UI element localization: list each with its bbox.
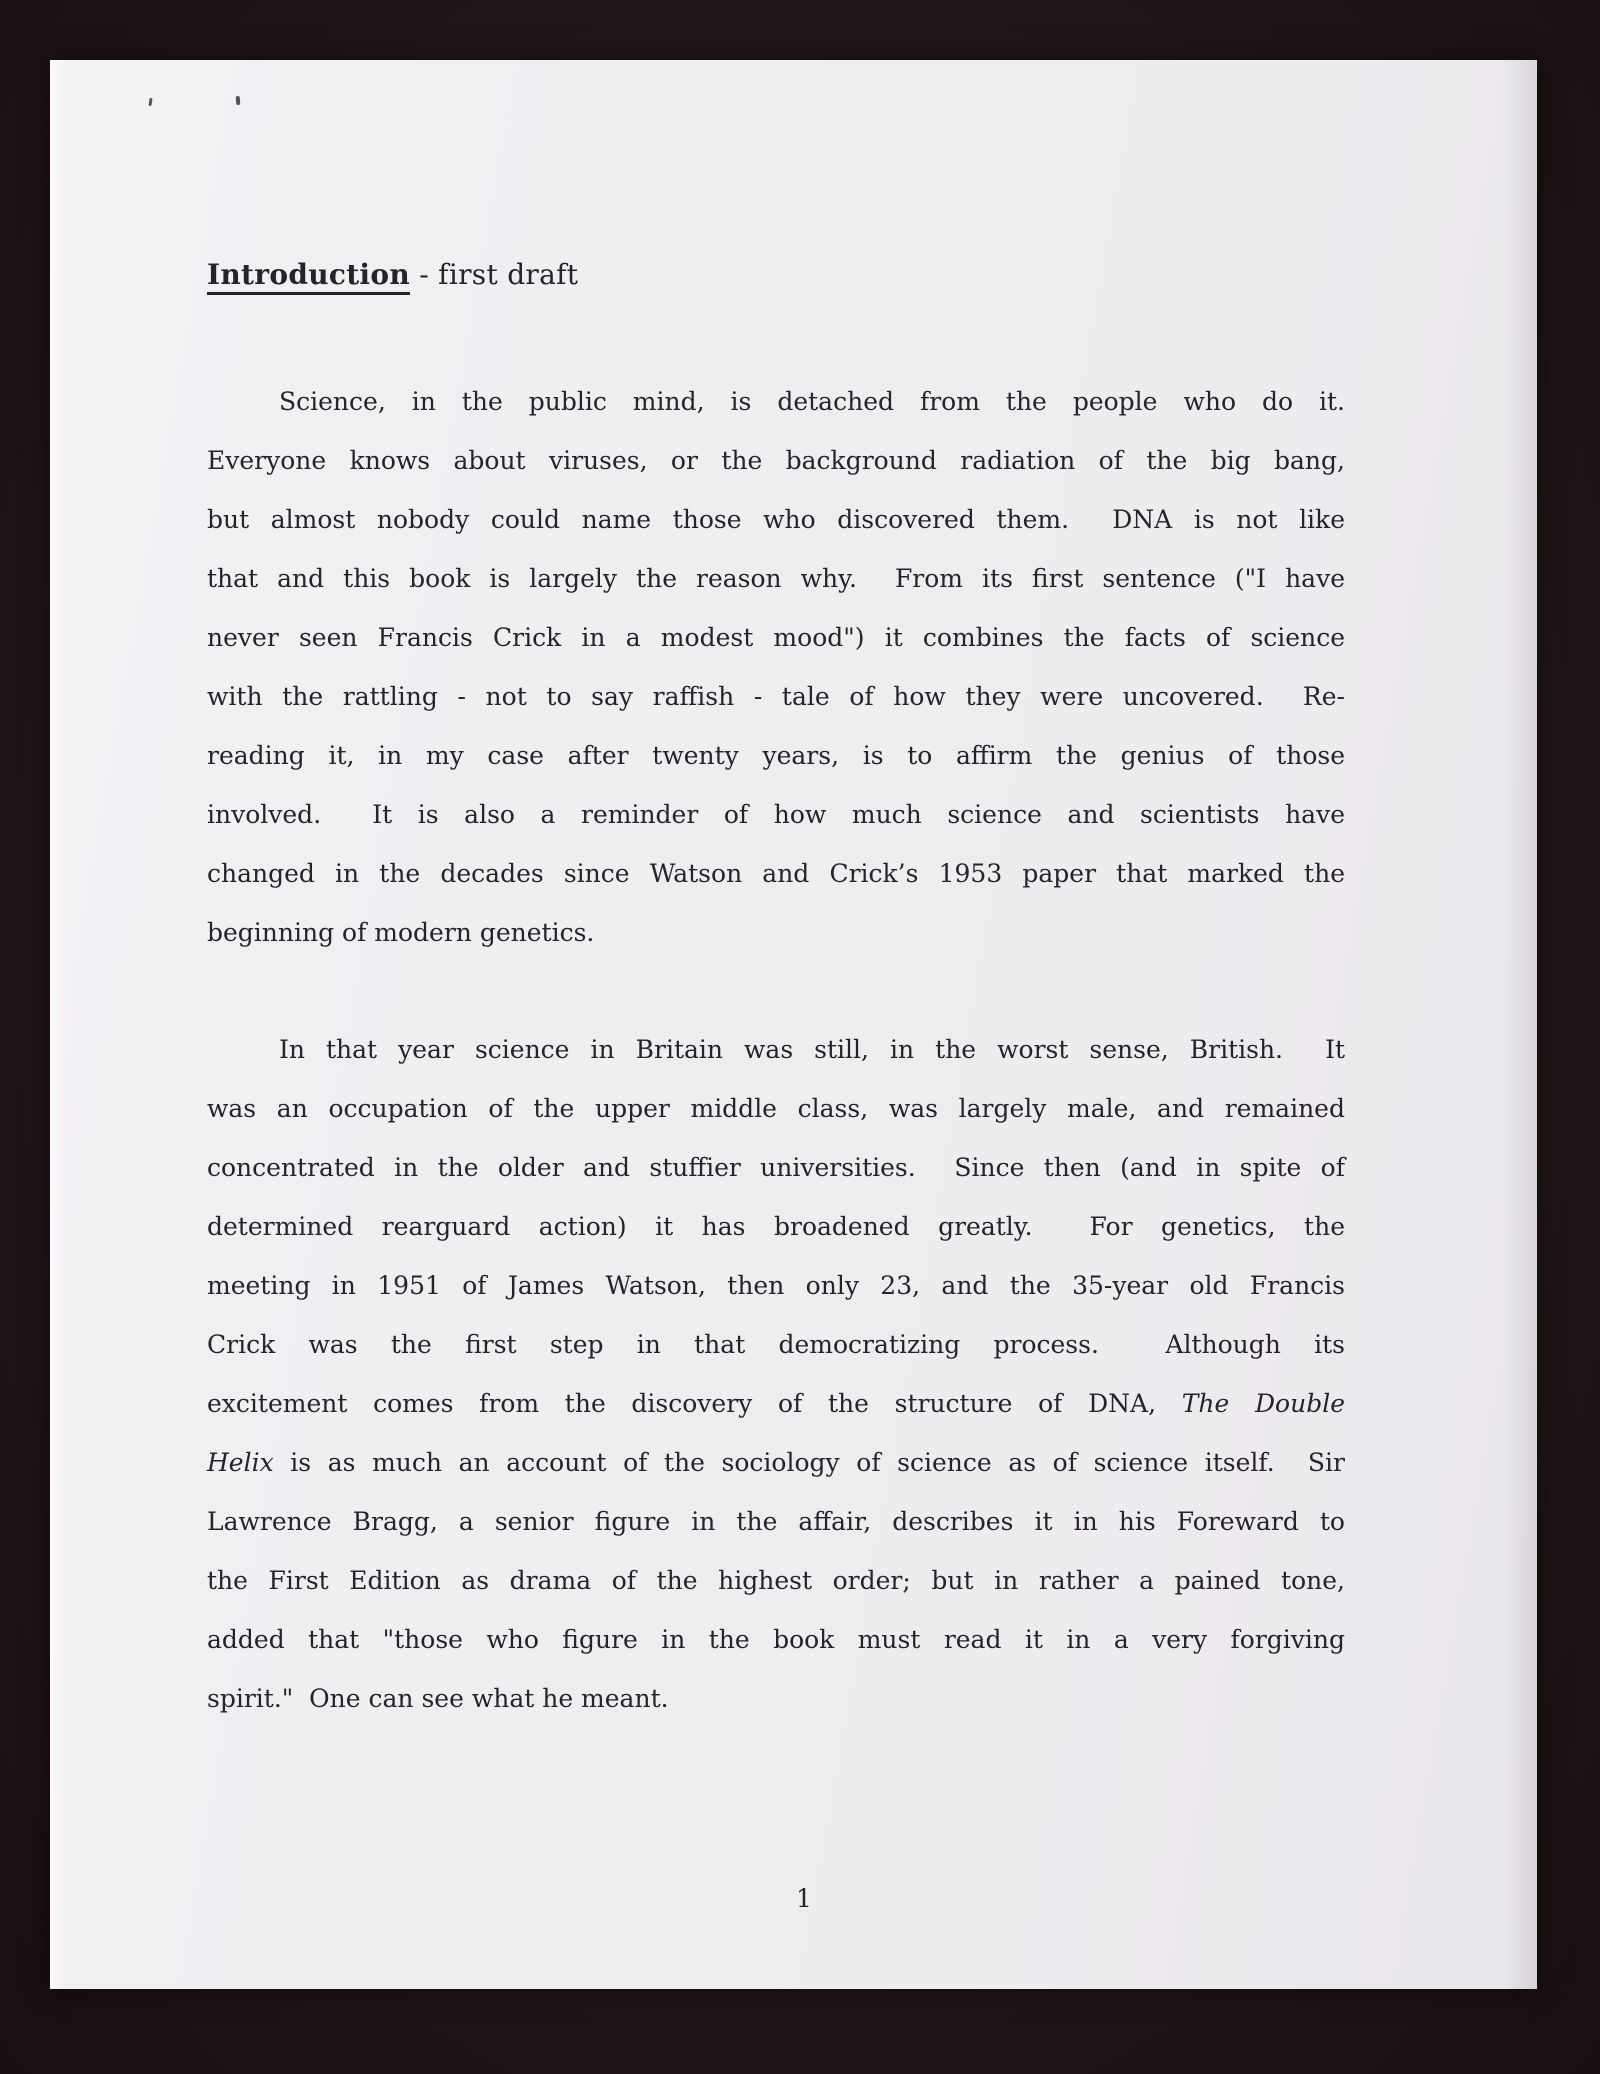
- text-line: [207, 667, 1345, 726]
- scan-speckle: [236, 96, 241, 105]
- text-line: [207, 1197, 1345, 1256]
- italic-text-segment: The Double: [1181, 1389, 1345, 1418]
- text-line: [207, 1433, 1345, 1492]
- text-line: [207, 903, 1345, 962]
- text-line: [207, 1079, 1345, 1138]
- text-segment: never seen Francis Crick in a modest mood") it combines the facts of science: [207, 623, 1345, 652]
- document-page: [50, 60, 1537, 1989]
- text-segment: involved. It is also a reminder of how much science and scientists have: [207, 800, 1345, 829]
- text-line: [207, 1374, 1345, 1433]
- text-segment: with the rattling - not to say raffish - tale of how they were uncovered. Re-: [207, 682, 1345, 711]
- text-line: [207, 372, 1345, 431]
- text-line: [207, 1138, 1345, 1197]
- text-line: [207, 1551, 1345, 1610]
- text-line: [207, 1492, 1345, 1551]
- text-segment: Everyone knows about viruses, or the background radiation of the big bang,: [207, 446, 1345, 475]
- body-paragraphs: [207, 372, 1345, 1728]
- text-segment: reading it, in my case after twenty years, is to affirm the genius of those: [207, 741, 1345, 770]
- text-segment: changed in the decades since Watson and Crick’s 1953 paper that marked the: [207, 859, 1345, 888]
- text-segment: spirit." One can see what he meant.: [207, 1684, 669, 1713]
- page-number: 1: [796, 1884, 812, 1913]
- text-line: [207, 490, 1345, 549]
- heading-suffix: - first draft: [410, 258, 579, 291]
- text-line: [207, 1315, 1345, 1374]
- text-segment: Lawrence Bragg, a senior figure in the affair, describes it in his Foreward to: [207, 1507, 1345, 1536]
- text-line: [207, 1020, 1345, 1079]
- text-line: [207, 549, 1345, 608]
- text-segment: excitement comes from the discovery of the structure of DNA,: [207, 1389, 1182, 1418]
- paragraph: [207, 1020, 1345, 1728]
- text-line: [207, 785, 1345, 844]
- text-segment: determined rearguard action) it has broadened greatly. For genetics, the: [207, 1212, 1345, 1241]
- text-segment: concentrated in the older and stuffier universities. Since then (and in spite of: [207, 1153, 1345, 1182]
- text-line: [207, 726, 1345, 785]
- text-line: [207, 1256, 1345, 1315]
- text-line: [207, 431, 1345, 490]
- text-segment: Crick was the first step in that democratizing process. Although its: [207, 1330, 1345, 1359]
- text-line: [207, 844, 1345, 903]
- text-segment: Science, in the public mind, is detached from the people who do it.: [279, 387, 1345, 416]
- text-segment: meeting in 1951 of James Watson, then only 23, and the 35-year old Francis: [207, 1271, 1345, 1300]
- text-segment: was an occupation of the upper middle class, was largely male, and remained: [207, 1094, 1345, 1123]
- text-segment: that and this book is largely the reason why. From its first sentence ("I have: [207, 564, 1345, 593]
- text-line: [207, 1669, 1345, 1728]
- text-segment: is as much an account of the sociology of science as of science itself. Sir: [273, 1448, 1345, 1477]
- heading-title: Introduction: [207, 258, 410, 295]
- text-segment: In that year science in Britain was still, in the worst sense, British. It: [279, 1035, 1345, 1064]
- text-segment: the First Edition as drama of the highest order; but in rather a pained tone,: [207, 1566, 1345, 1595]
- italic-text-segment: Helix: [207, 1448, 274, 1477]
- text-segment: but almost nobody could name those who discovered them. DNA is not like: [207, 505, 1345, 534]
- scan-speckle: [148, 98, 152, 106]
- paragraph: [207, 372, 1345, 962]
- text-line: [207, 1610, 1345, 1669]
- text-line: [207, 608, 1345, 667]
- document-heading: [207, 258, 1345, 292]
- text-segment: beginning of modern genetics.: [207, 918, 595, 947]
- text-segment: added that "those who figure in the book must read it in a very forgiving: [207, 1625, 1345, 1654]
